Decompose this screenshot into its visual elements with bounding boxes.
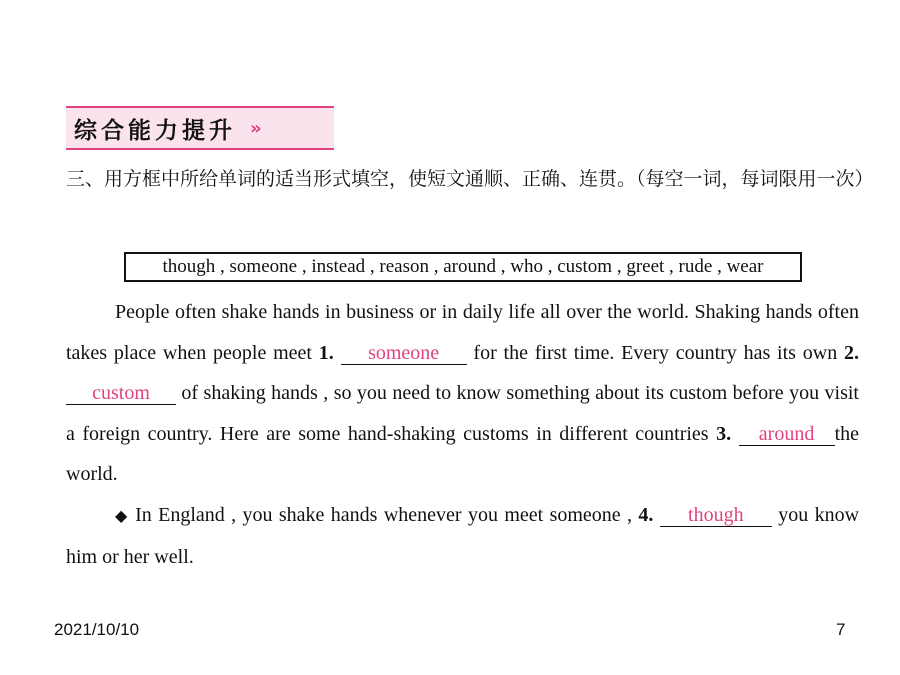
passage-text: of shaking hands , so you need to know something about its custom before you visit a foreign country. Here are some hand-shaking customs in different countries [66,382,859,445]
diamond-bullet-icon: ◆ [115,507,129,525]
answer-blank-4: though [660,504,772,527]
answer-blank-3: around [739,423,835,446]
blank-number-2: 2. [844,341,860,364]
passage-text: the world. [66,422,860,485]
word-box: though , someone , instead , reason , around , who , custom , greet , rude , wear [124,252,802,282]
exercise-instruction: 三、用方框中所给单词的适当形式填空，使短文通顺、正确、连贯。（每空一词，每词限用一次） [66,168,874,190]
paragraph-2 [66,495,859,578]
passage-text: People often shake hands in business or in daily life all over the world. Shaking hands often takes place when people meet [66,301,859,364]
answer-blank-2: custom [66,382,176,405]
page-number: 7 [836,620,846,639]
paragraph-1 [66,292,859,495]
passage-text: In England , you shake hands whenever you meet someone , [128,503,639,526]
passage-text: for the first time. Every country has its own [466,341,845,364]
footer-date: 2021/10/10 [54,620,140,639]
double-arrow-icon: » [250,117,258,139]
answer-blank-1: someone [341,342,467,365]
section-title: 综合能力提升 [74,117,236,144]
blank-number-4: 4. [638,503,654,526]
blank-number-1: 1. [318,341,334,364]
passage-text: you know him or her well. [66,503,860,568]
section-header [66,106,334,150]
blank-number-3: 3. [716,422,732,445]
passage [66,292,859,578]
